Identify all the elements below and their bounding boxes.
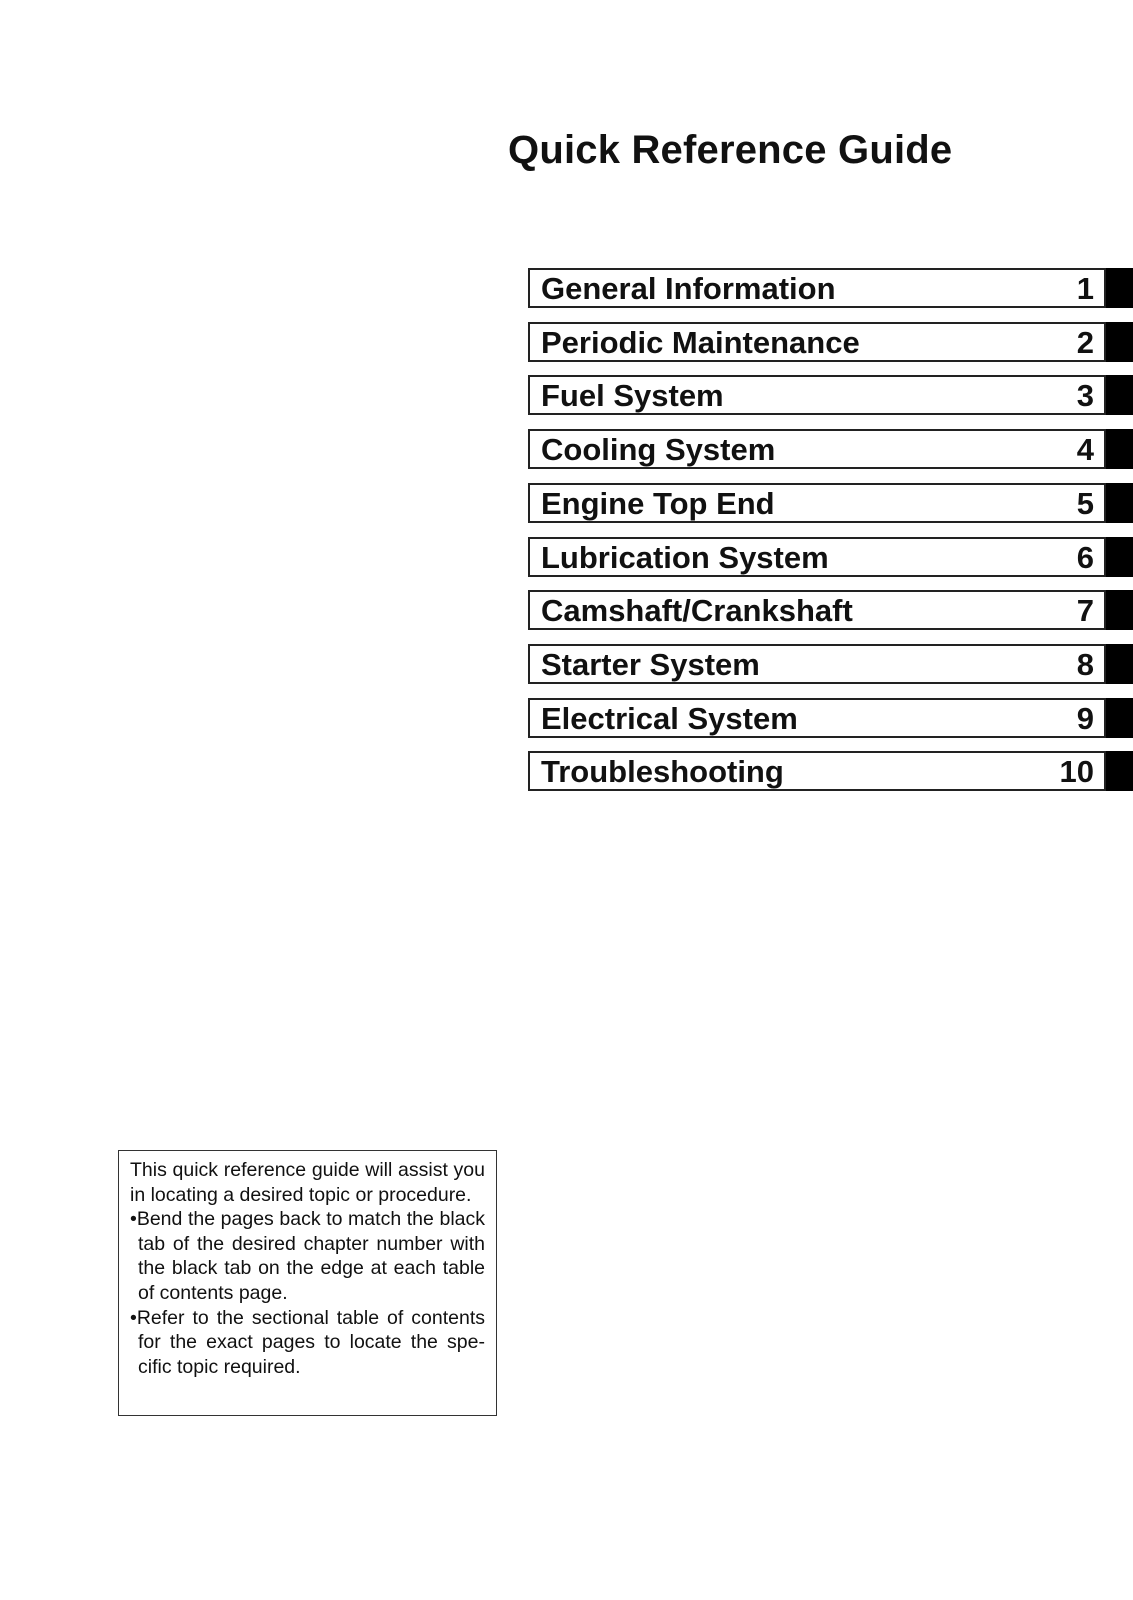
chapter-row-troubleshooting[interactable] (528, 751, 1133, 791)
chapter-number: 1 (1076, 271, 1094, 306)
chapter-tab[interactable] (1106, 268, 1133, 308)
chapter-number: 8 (1076, 646, 1094, 682)
chapter-label: Electrical System (541, 700, 798, 736)
chapter-tab[interactable] (1106, 751, 1133, 791)
chapter-number: 10 (1059, 754, 1094, 790)
chapter-box[interactable] (528, 751, 1106, 791)
chapter-number: 9 (1076, 700, 1094, 736)
chapter-box[interactable] (528, 268, 1106, 308)
chapter-number: 5 (1076, 485, 1094, 521)
chapter-row-engine-top-end[interactable] (528, 483, 1133, 523)
chapter-row-periodic-maintenance[interactable] (528, 322, 1133, 362)
chapter-tab[interactable] (1106, 322, 1133, 362)
chapter-label: Engine Top End (541, 485, 775, 521)
instructions-bullet: •Bend the pages back to match the black tab of the desired chapter number with the black tab on the edge at each table of contents page. (130, 1208, 485, 1304)
chapter-label: Lubrication System (541, 539, 829, 575)
instructions-box (118, 1150, 497, 1416)
chapter-label: General Information (541, 271, 836, 306)
chapter-row-starter-system[interactable] (528, 644, 1133, 684)
chapter-row-general-information[interactable] (528, 268, 1133, 308)
chapter-tab[interactable] (1106, 375, 1133, 415)
chapter-label: Camshaft/Crankshaft (541, 593, 853, 629)
chapter-label: Troubleshooting (541, 754, 784, 790)
chapter-label: Fuel System (541, 378, 724, 414)
chapter-box[interactable] (528, 698, 1106, 738)
chapter-box[interactable] (528, 322, 1106, 362)
chapter-box[interactable] (528, 644, 1106, 684)
instructions-bullet: •Refer to the sectional table of contents for the exact pages to locate the specific topic required. (130, 1306, 485, 1378)
chapter-label: Periodic Maintenance (541, 324, 860, 360)
chapter-number: 2 (1076, 324, 1094, 360)
chapter-number: 6 (1076, 539, 1094, 575)
chapter-tab[interactable] (1106, 537, 1133, 577)
chapter-label: Cooling System (541, 432, 776, 468)
chapter-tab[interactable] (1106, 644, 1133, 684)
chapter-tab[interactable] (1106, 698, 1133, 738)
page-title: Quick Reference Guide (508, 128, 953, 172)
chapter-box[interactable] (528, 537, 1106, 577)
chapter-box[interactable] (528, 375, 1106, 415)
chapter-number: 3 (1076, 378, 1094, 414)
chapter-box[interactable] (528, 590, 1106, 630)
chapter-row-fuel-system[interactable] (528, 375, 1133, 415)
chapter-row-cooling-system[interactable] (528, 429, 1133, 469)
chapter-row-camshaft-crankshaft[interactable] (528, 590, 1133, 630)
chapter-tab[interactable] (1106, 483, 1133, 523)
chapter-number: 4 (1076, 432, 1094, 468)
chapter-row-lubrication-system[interactable] (528, 537, 1133, 577)
chapter-row-electrical-system[interactable] (528, 698, 1133, 738)
chapter-label: Starter System (541, 646, 760, 682)
chapter-box[interactable] (528, 429, 1106, 469)
instructions-intro: This quick reference guide will assist you in locating a desired topic or procedure. (130, 1159, 485, 1206)
chapter-tab[interactable] (1106, 429, 1133, 469)
chapter-box[interactable] (528, 483, 1106, 523)
chapter-tab[interactable] (1106, 590, 1133, 630)
chapter-number: 7 (1076, 593, 1094, 629)
